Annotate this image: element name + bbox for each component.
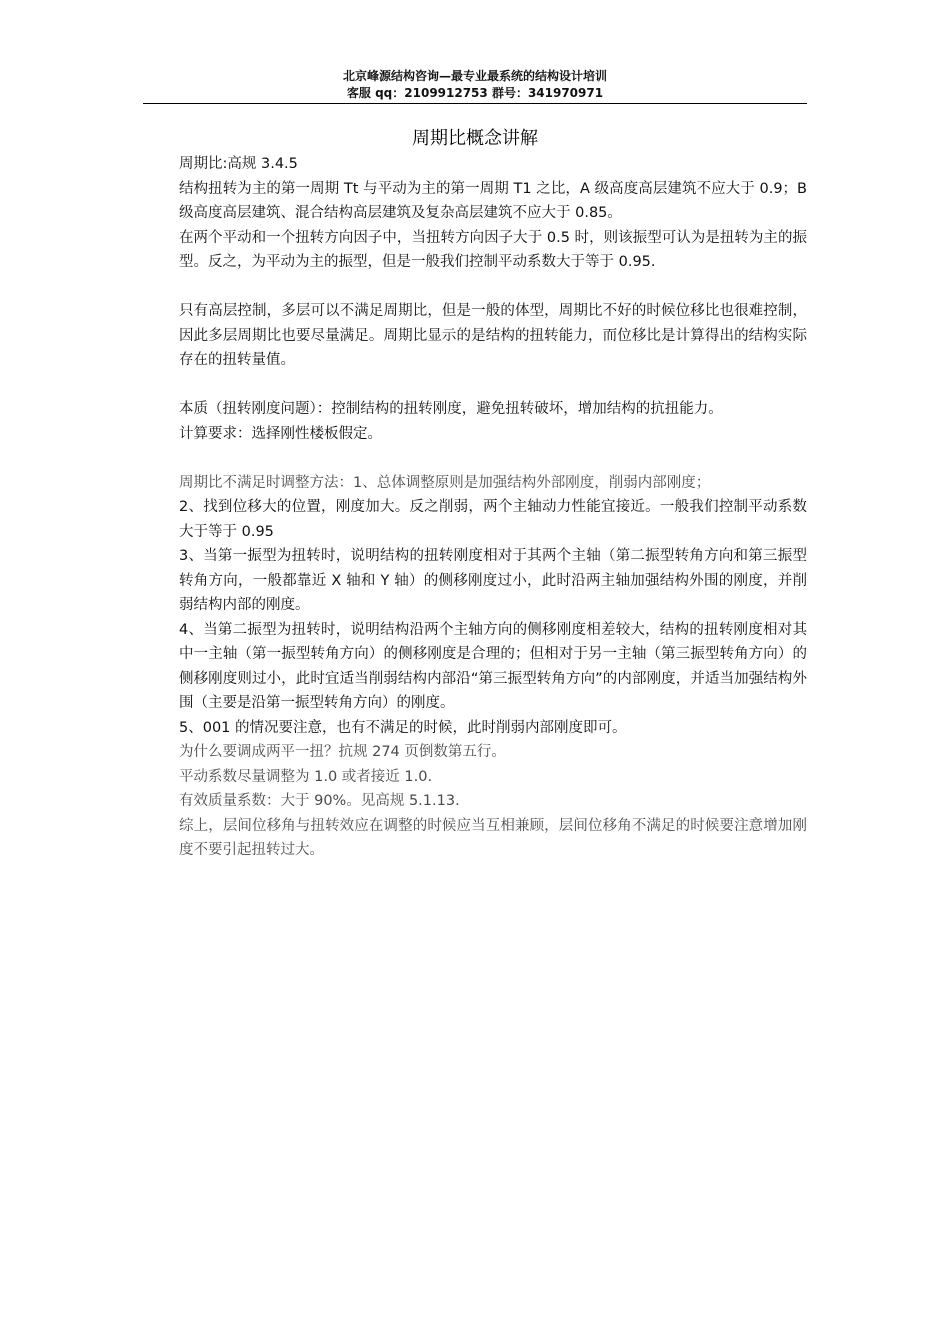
paragraph-translation-coefficient: 平动系数尽量调整为 1.0 或者接近 1.0. (179, 768, 433, 785)
paragraph-definition-ref: 周期比:高规 3.4.5 (179, 156, 298, 172)
document-body (179, 152, 807, 863)
paragraph-adjust-method-5: 5、001 的情况要注意，也有不满足的时候，此时削弱内部刚度即可。 (179, 719, 627, 736)
page-header (143, 68, 807, 102)
paragraph-summary: 综上，层间位移角与扭转效应在调整的时候应当互相兼顾，层间位移角不满足的时候要注意增加刚度不要引起扭转过大。 (179, 817, 807, 858)
paragraph-essence: 本质（扭转刚度问题）：控制结构的扭转刚度，避免扭转破坏，增加结构的抗扭能力。 (179, 401, 723, 417)
header-divider (143, 103, 807, 104)
paragraph-calc-requirement: 计算要求：选择刚性楼板假定。 (179, 425, 382, 442)
document-title: 周期比概念讲解 (412, 128, 538, 149)
paragraph-adjust-method-2: 2、找到位移大的位置，刚度加大。反之削弱，两个主轴动力性能宜接近。一般我们控制平动系数大于等于 0.95 (179, 499, 807, 540)
paragraph-spacer (179, 446, 807, 471)
paragraph-adjust-method-4: 4、当第二振型为扭转时，说明结构沿两个主轴方向的侧移刚度相差较大，结构的扭转刚度相对其中一主轴（第一振型转角方向）的侧移刚度是合理的；但相对于另一主轴（第三振型转角方向）的侧移刚度则过小，此时宜适当削弱结构内部沿“第三振型转角方向”的内部刚度，并适当加强结构外围（主要是沿第一振型转角方向）的刚度。 (179, 621, 807, 711)
paragraph-multistory: 只有高层控制，多层可以不满足周期比，但是一般的体型，周期比不好的时候位移比也很难控制，因此多层周期比也要尽量满足。周期比显示的是结构的扭转能力，而位移比是计算得出的结构实际存在的扭转量值。 (179, 303, 807, 368)
paragraph-effective-mass: 有效质量系数：大于 90%。见高规 5.1.13. (179, 793, 460, 809)
header-contact-line: 客服 qq：2109912753 群号：341970971 (346, 86, 604, 100)
paragraph-spacer (179, 373, 807, 398)
paragraph-adjust-method-3: 3、当第一振型为扭转时，说明结构的扭转刚度相对于其两个主轴（第二振型转角方向和第三振型转角方向，一般都靠近 X 轴和 Y 轴）的侧移刚度过小，此时沿两主轴加强结构外围的刚度，并削弱结构内部的刚度。 (179, 548, 807, 613)
paragraph-definition: 结构扭转为主的第一周期 Tt 与平动为主的第一周期 T1 之比，A 级高度高层建筑不应大于 0.9；B 级高度高层建筑、混合结构高层建筑及复杂高层建筑不应大于 0.85。 (179, 180, 807, 221)
paragraph-torsion-factor: 在两个平动和一个扭转方向因子中，当扭转方向因子大于 0.5 时，则该振型可认为是扭转为主的振型。反之，为平动为主的振型，但是一般我们控制平动系数大于等于 0.95. (179, 229, 807, 270)
header-company-line: 北京峰源结构咨询—最专业最系统的结构设计培训 (342, 69, 607, 83)
paragraph-spacer (179, 275, 807, 300)
paragraph-adjust-method-1: 周期比不满足时调整方法：1、总体调整原则是加强结构外部刚度，削弱内部刚度； (179, 474, 711, 491)
paragraph-two-translation-one-torsion: 为什么要调成两平一扭？抗规 274 页倒数第五行。 (179, 744, 506, 760)
